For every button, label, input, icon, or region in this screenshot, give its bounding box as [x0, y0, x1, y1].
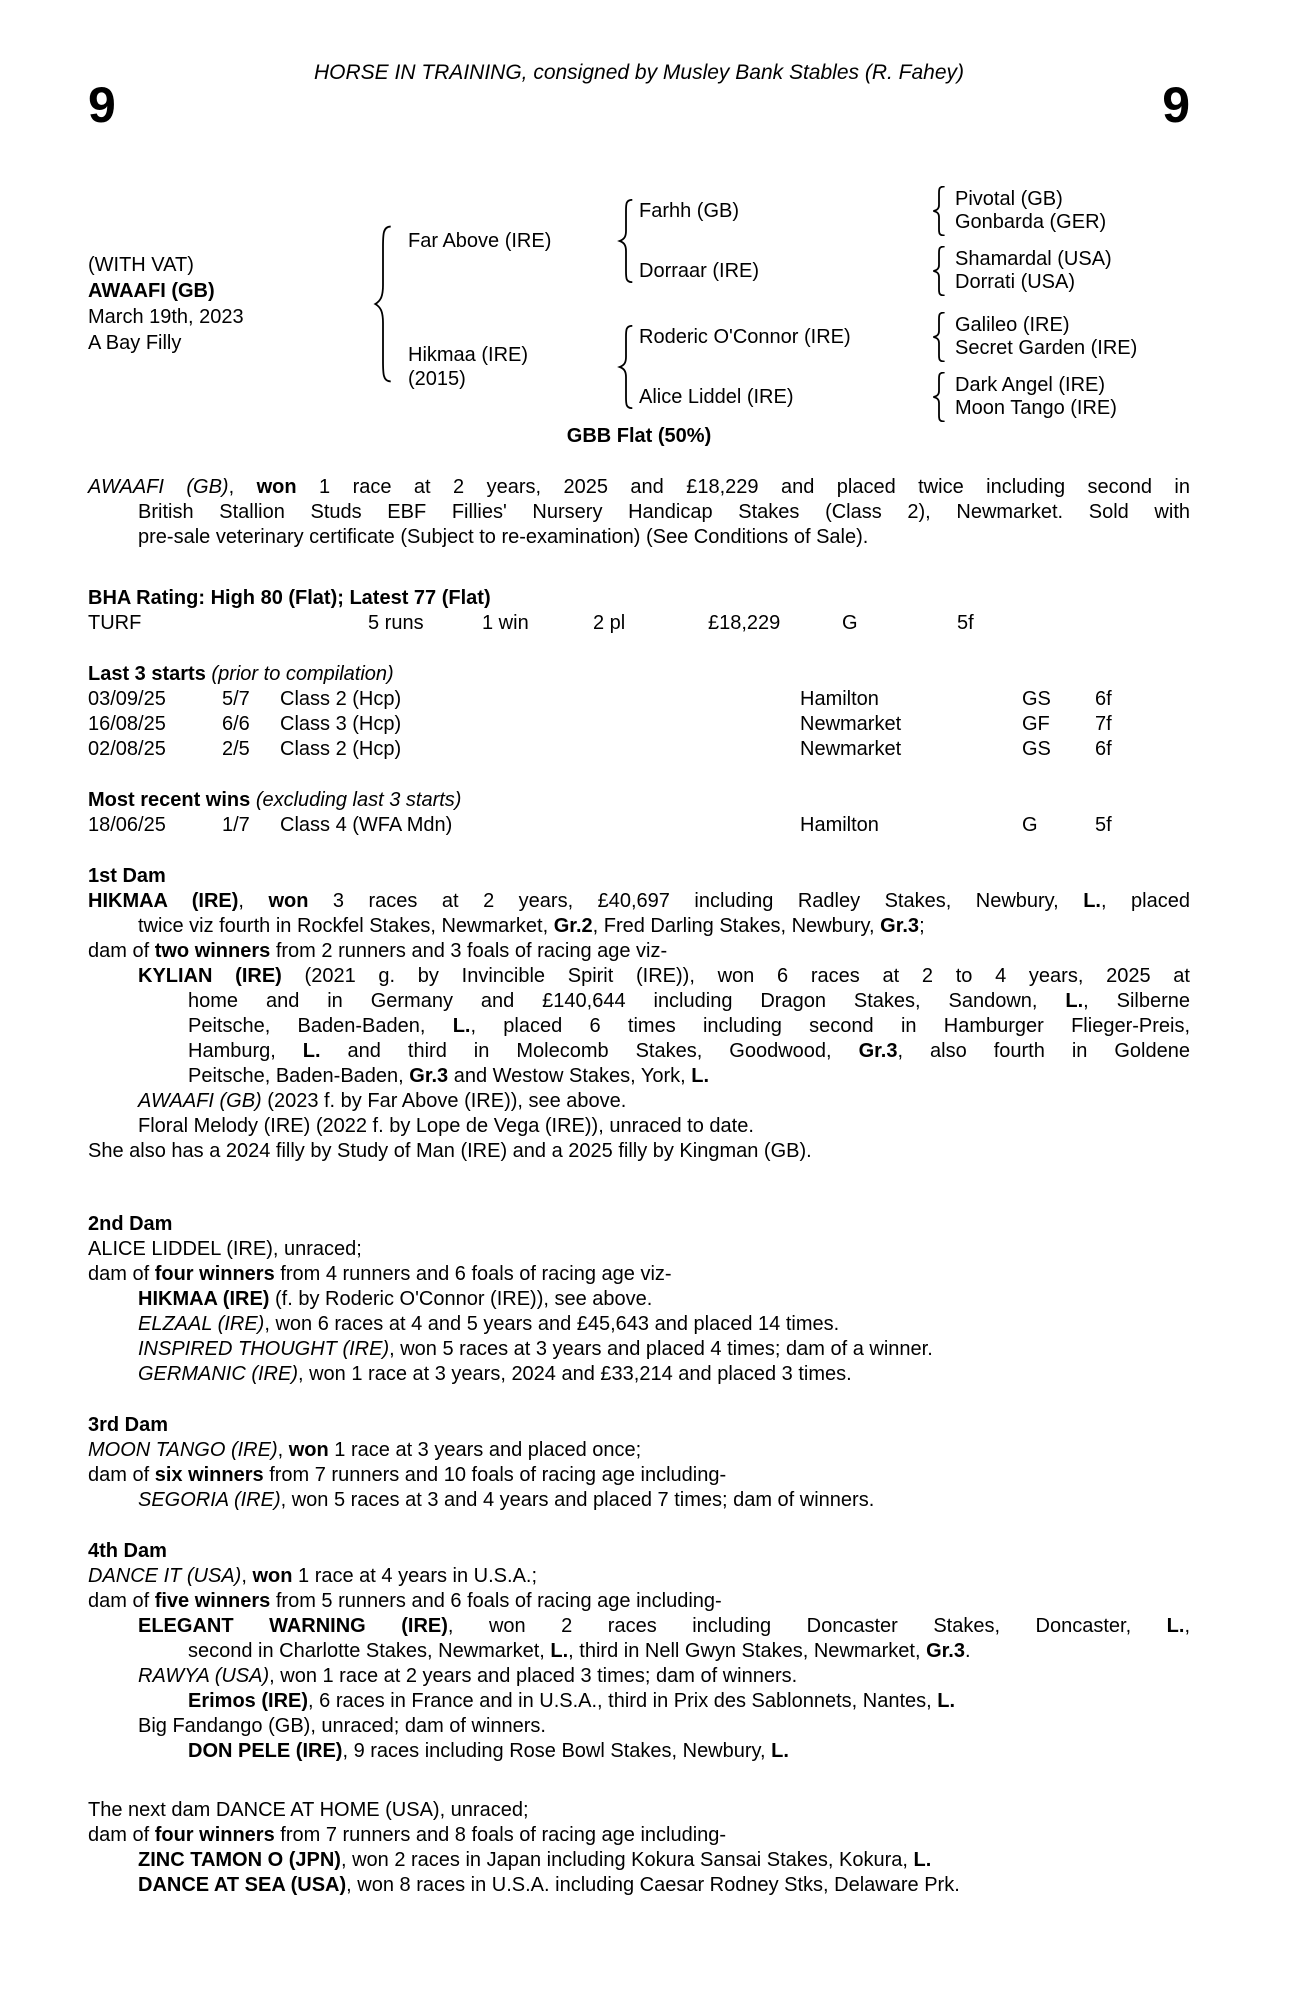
- dam-sire-name: Roderic O'Connor (IRE): [639, 325, 851, 348]
- race-cell: Class 3 (Hcp): [280, 713, 402, 735]
- text-line: second in Charlotte Stakes, Newmarket, L., third in Nell Gwyn Stakes, Newmarket, Gr.3.: [188, 1640, 971, 1662]
- text-line: RAWYA (USA), won 1 race at 2 years and placed 3 times; dam of winners.: [138, 1665, 798, 1687]
- race-cell: Class 4 (WFA Mdn): [280, 814, 453, 836]
- race-cell: Newmarket: [800, 738, 902, 760]
- race-cell: Newmarket: [800, 713, 902, 735]
- race-row: [88, 687, 1190, 712]
- race-row: [88, 813, 1190, 838]
- race-cell: 18/06/25: [88, 814, 166, 836]
- text-line: Big Fandango (GB), unraced; dam of winners.: [138, 1715, 546, 1737]
- lot-number-left: 9: [88, 77, 116, 133]
- race-cell: G: [1022, 814, 1038, 836]
- brace-icon: [372, 225, 394, 383]
- text-line: DON PELE (IRE), 9 races including Rose Bowl Stakes, Newbury, L.: [188, 1740, 789, 1762]
- race-cell: Class 2 (Hcp): [280, 688, 402, 710]
- race-cell: GF: [1022, 713, 1050, 735]
- lot-number-right: 9: [1162, 77, 1190, 133]
- dam-name: Hikmaa (IRE): [408, 344, 529, 366]
- race-cell: Class 2 (Hcp): [280, 738, 402, 760]
- bha-section: [88, 586, 1190, 636]
- dam-dam-name: Alice Liddel (IRE): [639, 385, 794, 408]
- gbb-note: GBB Flat (50%): [566, 425, 712, 447]
- third-dam-heading: 3rd Dam: [88, 1414, 169, 1436]
- page-header: [0, 0, 1315, 424]
- text-line: She also has a 2024 filly by Study of Man (IRE) and a 2025 filly by Kingman (GB).: [88, 1140, 812, 1162]
- horse-description: A Bay Filly: [88, 332, 182, 354]
- fourth-dam-section: [88, 1539, 1190, 1764]
- pedigree-tree: [88, 186, 1137, 422]
- text-line: AWAAFI (GB), won 1 race at 2 years, 2025 and £18,229 and placed twice including second in: [88, 476, 1190, 498]
- dam-name-block: [408, 343, 617, 391]
- bha-rating: BHA Rating: High 80 (Flat); Latest 77 (Flat): [88, 587, 491, 609]
- text-line: dam of two winners from 2 runners and 3 foals of racing age viz-: [88, 940, 668, 962]
- ancestor-name: Dorrati (USA): [955, 271, 1076, 293]
- race-cell: 6/6: [222, 713, 250, 735]
- fourth-dam-heading: 4th Dam: [88, 1540, 167, 1562]
- brace-icon: [617, 199, 635, 283]
- race-cell: 1/7: [222, 814, 250, 836]
- text-line: HIKMAA (IRE) (f. by Roderic O'Connor (IRE)), see above.: [138, 1288, 653, 1310]
- first-dam-section: [88, 864, 1190, 1164]
- sire-sire-family: [635, 186, 1112, 236]
- text-line: dam of six winners from 7 runners and 10 foals of racing age including-: [88, 1464, 727, 1486]
- text-line: home and in Germany and £140,644 including Dragon Stakes, Sandown, L., Silberne: [188, 990, 1190, 1012]
- race-cell: 5/7: [222, 688, 250, 710]
- text-line: DANCE IT (USA), won 1 race at 4 years in U.S.A.;: [88, 1565, 538, 1587]
- next-dam-section: [88, 1798, 1190, 1898]
- dam-sire-family: [635, 312, 1137, 362]
- ancestor-name: Dark Angel (IRE): [955, 374, 1106, 396]
- last-3-starts-heading: [88, 662, 1190, 687]
- text-line: HIKMAA (IRE), won 3 races at 2 years, £40,697 including Radley Stakes, Newbury, L., placed: [88, 890, 1190, 912]
- text-line: Last 3 starts (prior to compilation): [88, 663, 394, 685]
- dam-year: (2015): [408, 368, 466, 390]
- first-dam-heading: 1st Dam: [88, 865, 166, 887]
- dam-dam-family: [635, 372, 1137, 422]
- distance: 5f: [957, 612, 974, 634]
- race-cell: 6f: [1095, 738, 1112, 760]
- race-cell: GS: [1022, 688, 1051, 710]
- text-line: ELZAAL (IRE), won 6 races at 4 and 5 years and £45,643 and placed 14 times.: [138, 1313, 840, 1335]
- second-dam-heading: 2nd Dam: [88, 1213, 173, 1235]
- text-line: MOON TANGO (IRE), won 1 race at 3 years and placed once;: [88, 1439, 642, 1461]
- text-line: ELEGANT WARNING (IRE), won 2 races including Doncaster Stakes, Doncaster, L.,: [138, 1615, 1190, 1637]
- text-line: Hamburg, L. and third in Molecomb Stakes, Goodwood, Gr.3, also fourth in Goldene: [188, 1040, 1190, 1062]
- race-cell: 6f: [1095, 688, 1112, 710]
- description-paragraph: [88, 475, 1190, 550]
- text-line: pre-sale veterinary certificate (Subject to re-examination) (See Conditions of Sale).: [138, 526, 869, 548]
- brace-icon: [931, 186, 947, 236]
- recent-wins-table: [88, 813, 1190, 838]
- third-dam-section: [88, 1413, 1190, 1513]
- pedigree-generation-1: [408, 186, 1137, 422]
- text-line: The next dam DANCE AT HOME (USA), unraced;: [88, 1799, 529, 1821]
- horse-name: AWAAFI (GB): [88, 280, 215, 302]
- surface-label: TURF: [88, 612, 142, 634]
- race-cell: 7f: [1095, 713, 1112, 735]
- text-line: DANCE AT SEA (USA), won 8 races in U.S.A. including Caesar Rodney Stks, Delaware Prk.: [138, 1874, 960, 1896]
- ancestor-name: Secret Garden (IRE): [955, 337, 1138, 359]
- going: G: [842, 612, 858, 634]
- next-dam-body: [88, 1798, 1190, 1898]
- second-dam-body: [88, 1237, 1190, 1387]
- race-cell: Hamilton: [800, 688, 879, 710]
- ancestor-name: Moon Tango (IRE): [955, 397, 1117, 419]
- places-count: 2 pl: [593, 612, 626, 634]
- race-cell: 02/08/25: [88, 738, 166, 760]
- brace-icon: [931, 246, 947, 296]
- vat-note: (WITH VAT): [88, 254, 194, 276]
- ancestor-name: Shamardal (USA): [955, 248, 1112, 270]
- sire-dam-name: Dorraar (IRE): [639, 259, 760, 282]
- text-line: Erimos (IRE), 6 races in France and in U.S.A., third in Prix des Sablonnets, Nantes, L.: [188, 1690, 956, 1712]
- text-line: GERMANIC (IRE), won 1 race at 3 years, 2024 and £33,214 and placed 3 times.: [138, 1363, 852, 1385]
- foaling-date: March 19th, 2023: [88, 306, 244, 328]
- text-line: Floral Melody (IRE) (2022 f. by Lope de Vega (IRE)), unraced to date.: [138, 1115, 754, 1137]
- race-cell: 5f: [1095, 814, 1112, 836]
- sire-dam-family: [635, 246, 1112, 296]
- text-line: dam of five winners from 5 runners and 6 foals of racing age including-: [88, 1590, 722, 1612]
- race-row: [88, 712, 1190, 737]
- ancestor-name: Galileo (IRE): [955, 314, 1070, 336]
- brace-icon: [931, 312, 947, 362]
- race-cell: 03/09/25: [88, 688, 166, 710]
- text-line: twice viz fourth in Rockfel Stakes, Newmarket, Gr.2, Fred Darling Stakes, Newbury, Gr.3;: [138, 915, 925, 937]
- brace-icon: [617, 325, 635, 409]
- wins-count: 1 win: [482, 612, 529, 634]
- fourth-dam-body: [88, 1564, 1190, 1764]
- text-line: ALICE LIDDEL (IRE), unraced;: [88, 1238, 362, 1260]
- race-row: [88, 737, 1190, 762]
- text-line: Most recent wins (excluding last 3 starts): [88, 789, 462, 811]
- text-line: dam of four winners from 7 runners and 8 foals of racing age including-: [88, 1824, 727, 1846]
- ancestor-name: Pivotal (GB): [955, 188, 1063, 210]
- earnings: £18,229: [708, 612, 781, 634]
- page-title: HORSE IN TRAINING, consigned by Musley Bank Stables (R. Fahey): [313, 61, 965, 84]
- last-3-starts-table: [88, 687, 1190, 762]
- sire-name: Far Above (IRE): [408, 230, 552, 252]
- brace-icon: [931, 372, 947, 422]
- sire-branch: [408, 186, 1137, 296]
- text-line: Peitsche, Baden-Baden, Gr.3 and Westow Stakes, York, L.: [188, 1065, 710, 1087]
- text-line: AWAAFI (GB) (2023 f. by Far Above (IRE)), see above.: [138, 1090, 627, 1112]
- horse-info: [88, 252, 372, 356]
- race-cell: 2/5: [222, 738, 250, 760]
- catalogue-text: [88, 424, 1190, 1898]
- text-line: KYLIAN (IRE) (2021 g. by Invincible Spirit (IRE)), won 6 races at 2 to 4 years, 2025 at: [138, 965, 1190, 987]
- text-line: INSPIRED THOUGHT (IRE), won 5 races at 3 years and placed 4 times; dam of a winner.: [138, 1338, 933, 1360]
- first-dam-body: [88, 889, 1190, 1164]
- second-dam-section: [88, 1212, 1190, 1387]
- last-3-starts-section: [88, 662, 1190, 762]
- text-line: Peitsche, Baden-Baden, L., placed 6 times including second in Hamburger Flieger-Preis,: [188, 1015, 1191, 1037]
- sire-sire-name: Farhh (GB): [639, 199, 740, 222]
- race-cell: 16/08/25: [88, 713, 166, 735]
- race-cell: GS: [1022, 738, 1051, 760]
- ancestor-name: Gonbarda (GER): [955, 211, 1107, 233]
- dam-branch: [408, 312, 1137, 422]
- third-dam-body: [88, 1438, 1190, 1513]
- recent-wins-heading: [88, 788, 1190, 813]
- runs-count: 5 runs: [368, 612, 424, 634]
- text-line: SEGORIA (IRE), won 5 races at 3 and 4 years and placed 7 times; dam of winners.: [138, 1489, 875, 1511]
- text-line: British Stallion Studs EBF Fillies' Nursery Handicap Stakes (Class 2), Newmarket. Sold with: [138, 501, 1190, 523]
- text-line: ZINC TAMON O (JPN), won 2 races in Japan including Kokura Sansai Stakes, Kokura, L.: [138, 1849, 932, 1871]
- race-cell: Hamilton: [800, 814, 879, 836]
- text-line: dam of four winners from 4 runners and 6 foals of racing age viz-: [88, 1263, 672, 1285]
- recent-wins-section: [88, 788, 1190, 838]
- turf-summary-row: [88, 611, 1190, 636]
